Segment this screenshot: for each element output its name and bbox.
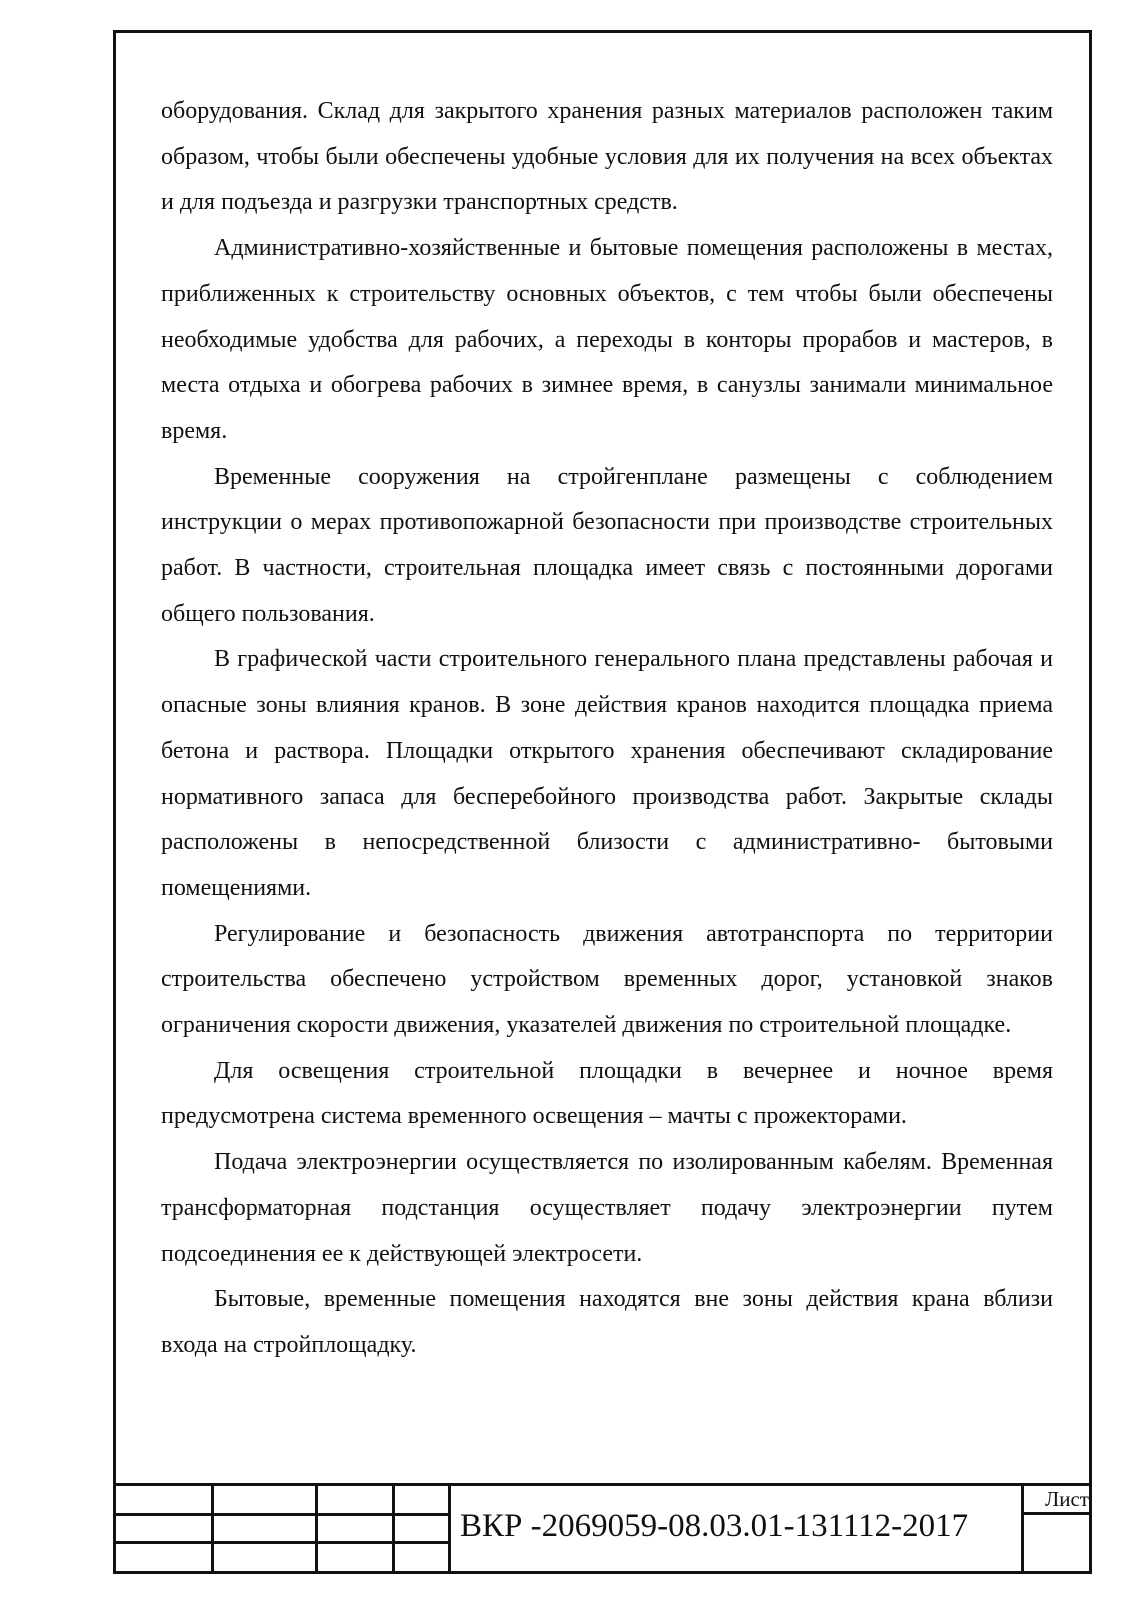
paragraph-3: Временные сооружения на стройгенплане размещены с соблюдением инструкции о мерах противопожарной безопасности при производстве строительных работ. В частности, строительная площадка имеет связь с постоянными дорогами общего пользования. [161,463,1053,627]
stamp-grid-line [392,1483,395,1574]
stamp-grid-line [211,1483,214,1574]
paragraph-8: Бытовые, временные помещения находятся вне зоны действия крана вблизи входа на стройплощадку. [161,1286,1053,1358]
paragraph-6: Для освещения строительной площадки в вечернее и ночное время предусмотрена система временного освещения – мачты с прожекторами. [161,1057,1053,1130]
document-code: ВКР -2069059-08.03.01-131112-2017 [460,1508,969,1544]
stamp-grid-line [113,1541,451,1544]
stamp-grid-line [315,1483,318,1574]
paragraph-5: Регулирование и безопасность движения автотранспорта по территории строительства обеспечено устройством временных дорог, установкой знаков ограничения скорости движения, указателей движения по строительной площадке. [161,920,1053,1039]
document-body [161,89,1053,1369]
paragraph-4: В графической части строительного генерального плана представлены рабочая и опасные зоны влияния кранов. В зоне действия кранов находится площадка приема бетона и раствора. Площадки открытого хранения обеспечивают складирование нормативного запаса для бесперебойного производства работ. Закрытые склады расположены в непосредственной близости с административно- бытовыми помещениями. [161,646,1053,901]
sheet-label: Лист [1045,1487,1089,1511]
sheet-number [1044,1516,1090,1566]
paragraph-2: Административно-хозяйственные и бытовые помещения расположены в местах, приближенных к строительству основных объектов, с тем чтобы были обеспечены необходимые удобства для рабочих, а переходы в конторы прорабов и мастеров, в места отдыха и обогрева рабочих в зимнее время, в санузлы занимали минимальное время. [161,235,1053,444]
paragraph-7: Подача электроэнергии осуществляется по изолированным кабелям. Временная трансформаторная подстанция осуществляет подачу электроэнергии путем подсоединения ее к действующей электросети. [161,1149,1053,1267]
stamp-grid-line [448,1483,451,1574]
stamp-top-line [113,1483,1092,1486]
stamp-grid-line [113,1513,451,1516]
paragraph-1: оборудования. Склад для закрытого хранения разных материалов расположен таким образом, чтобы были обеспечены удобные условия для их получения на всех объектах и для подъезда и разгрузки транспортных средств. [161,98,1053,216]
